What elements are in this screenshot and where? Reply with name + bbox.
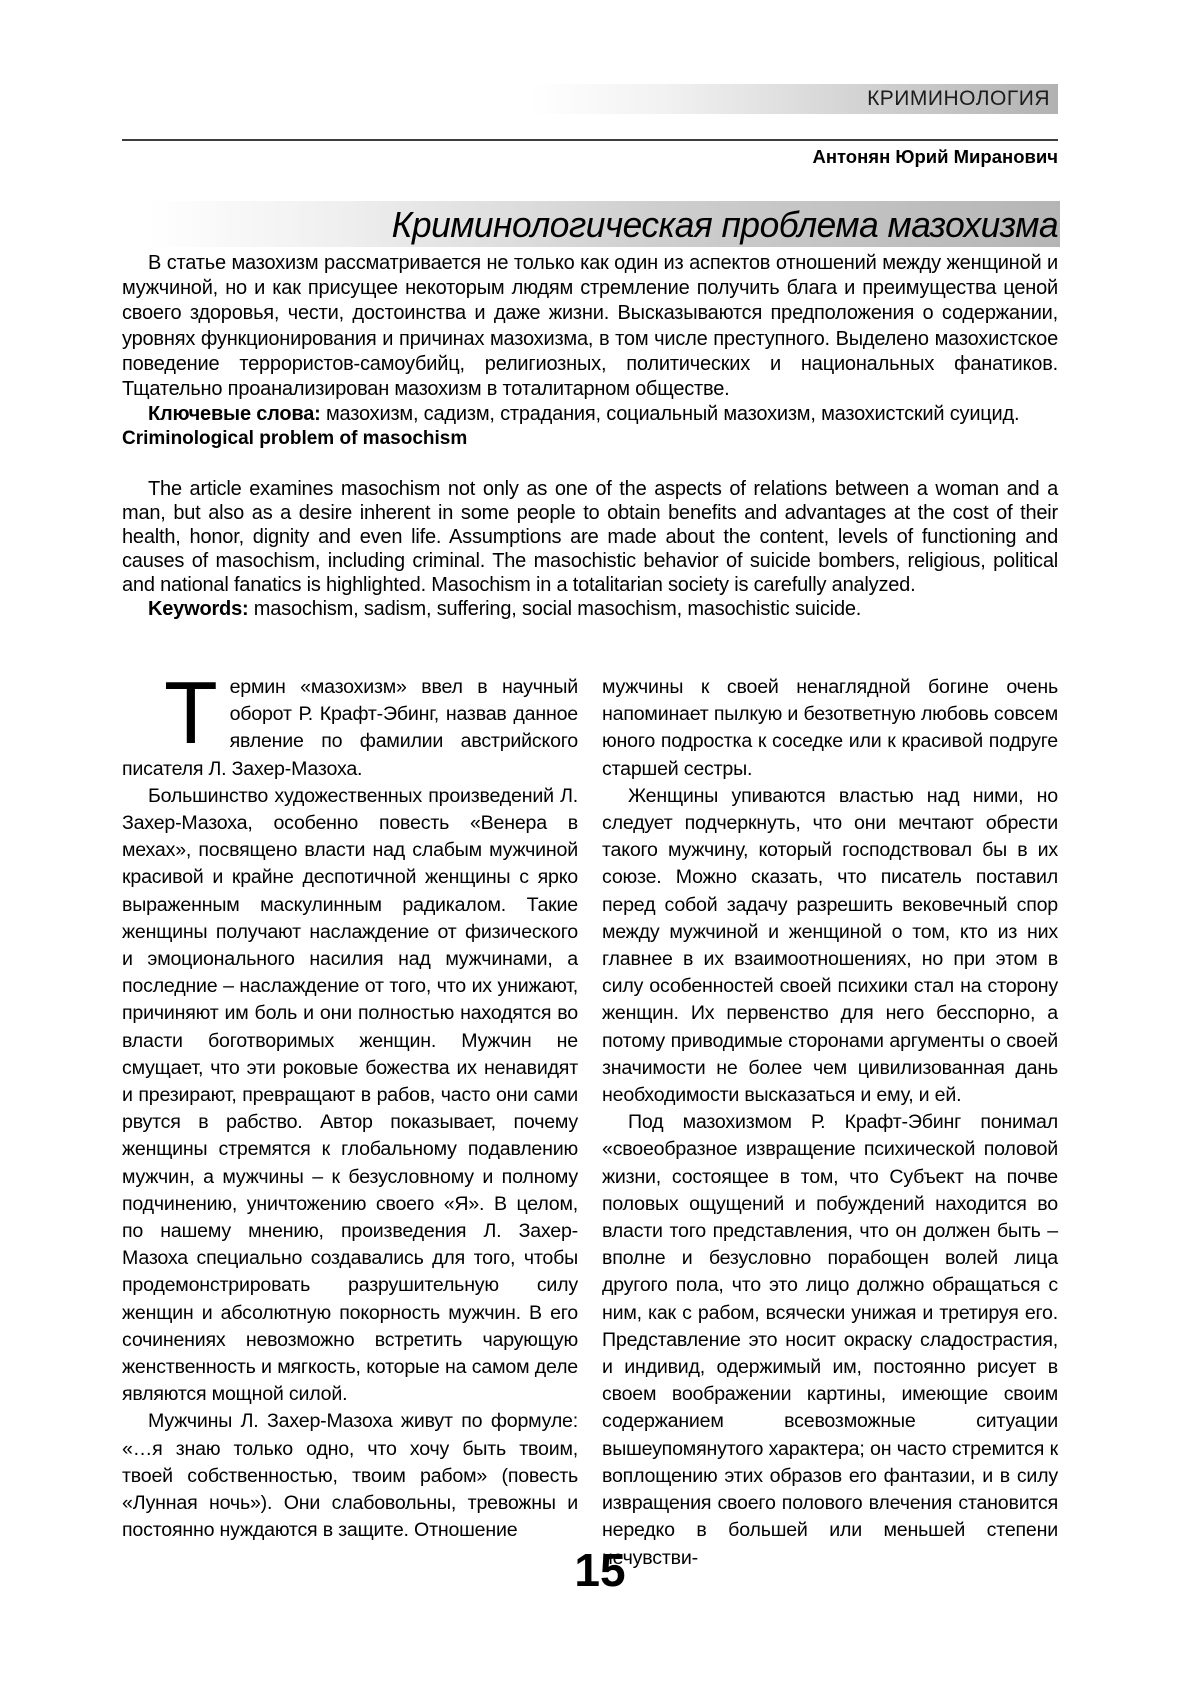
article-body: [122, 663, 1058, 1572]
author-name: Антонян Юрий Миранович: [812, 146, 1058, 167]
right-column: [602, 674, 1058, 1572]
body-paragraph: мужчины к своей ненаглядной богине очень напоминает пылкую и безответную любовь совсем юного подростка к соседке или к красивой подруге старшей сестры.: [602, 676, 1058, 780]
abstract-section: [122, 251, 1058, 621]
page-number: 15: [574, 1544, 626, 1596]
paragraph-text: ермин «мазохизм» ввел в научный оборот Р. Крафт-Эбинг, назвав данное явление по фамилии австрийского писателя Л. Захер-Мазоха.: [122, 676, 578, 780]
body-paragraph: Большинство художественных произведений Л. Захер-Мазоха, особенно повесть «Венера в мехах», посвящено власти над слабым мужчиной красивой и крайне деспотичной женщины с ярко выраженным маскулинным радикалом. Такие женщины получают наслаждение от физического и эмоционального насилия над мужчинами, а последние – наслаждение от того, что их унижают, причиняют им боль и они полностью находятся во власти боготворимых женщин. Мужчин не смущает, что эти роковые божества их ненавидят и презирают, превращают в рабов, часто они сами рвутся в рабство. Автор показывает, почему женщины стремятся к глобальному подавлению мужчин, а мужчины – к безусловному и полному подчинению, уничтожению своего «Я». В целом, по нашему мнению, произведения Л. Захер-Мазоха специально создавались для того, чтобы продемонстрировать разрушительную силу женщин и абсолютную покорность мужчин. В его сочинениях невозможно встретить чарующую женственность и мягкость, которые на самом деле являются мощной силой.: [122, 784, 578, 1406]
body-paragraph: Под мазохизмом Р. Крафт-Эбинг понимал «своеобразное извращение психической половой жизни, состоящее в том, что Субъект на почве половых ощущений и побуждений находится во власти того представления, что он должен быть – вполне и безусловно порабощен волей лица другого пола, что это лицо должно обращаться с ним, как с рабом, всячески унижая и третируя его. Представление это носит окраску сладострастия, и индивид, одержимый им, постоянно рисует в своем воображении картины, имеющие своим содержанием всевозможные ситуации вышеупомянутого характера; он часто стремится к воплощению этих образов его фантазии, и в силу извращения своего полового влечения становится нередко в большей или меньшей степени нечувстви-: [602, 1111, 1058, 1569]
keywords-english-list: masochism, sadism, suffering, social masochism, masochistic suicide.: [248, 598, 862, 621]
keywords-english: [122, 597, 1058, 621]
keywords-russian-list: мазохизм, садизм, страдания, социальный мазохизм, мазохистский суицид.: [320, 403, 1020, 426]
body-paragraph: Мужчины Л. Захер-Мазоха живут по формуле: «…я знаю только одно, что хочу быть твоим, твоей собственностью, твоим рабом» (повесть «Лунная ночь»). Они слабовольны, тревожны и постоянно нуждаются в защите. Отношение: [122, 1410, 578, 1542]
section-rubric-bar: [530, 84, 1058, 114]
header-divider: [122, 139, 1058, 141]
english-title: Criminological problem of masochism: [122, 428, 468, 450]
article-title-bar: [148, 201, 1060, 247]
abstract-russian: В статье мазохизм рассматривается не только как один из аспектов отношений между женщиной и мужчиной, но и как присущее некоторым людям стремление получить блага и преимущества ценой своего здоровья, чести, достоинства и даже жизни. Высказываются предположения о содержании, уровнях функционирования и причинах мазохизма, в том числе преступного. Выделено мазохистское поведение террористов-самоубийц, религиозных, политических и национальных фанатиков. Тщательно проанализирован мазохизм в тоталитарном обществе.: [122, 252, 1058, 401]
dropcap-letter: Т: [164, 663, 218, 762]
article-title: Криминологическая проблема мазохизма: [391, 204, 1059, 245]
keywords-english-label: Keywords:: [148, 598, 249, 621]
left-column: [122, 663, 578, 1572]
body-paragraph: Женщины упиваются властью над ними, но следует подчеркнуть, что они мечтают обрести такого мужчину, который господствовал бы в их союзе. Можно сказать, что писатель поставил перед собой задачу разрешить вековечный спор между мужчиной и женщиной о том, кто из них главнее в их взаимоотношениях, но при этом в силу особенностей своей психики стал на сторону женщин. Их первенство для него бесспорно, а потому приводимые сторонами аргументы о своей значимости не более чем цивилизованная дань необходимости высказаться и ему, и ей.: [602, 784, 1058, 1107]
keywords-russian: [122, 402, 1058, 427]
abstract-english: The article examines masochism not only as one of the aspects of relations between a woman and a man, but also as a desire inherent in some people to obtain benefits and advantages at the cost of their health, honor, dignity and even life. Assumptions are made about the content, levels of functioning and causes of masochism, including criminal. The masochistic behavior of suicide bombers, religious, political and national fanatics is highlighted. Masochism in a totalitarian society is carefully analyzed.: [122, 478, 1058, 597]
section-rubric-label: КРИМИНОЛОГИЯ: [867, 87, 1050, 110]
body-paragraph: [122, 663, 578, 783]
keywords-russian-label: Ключевые слова:: [148, 403, 321, 426]
